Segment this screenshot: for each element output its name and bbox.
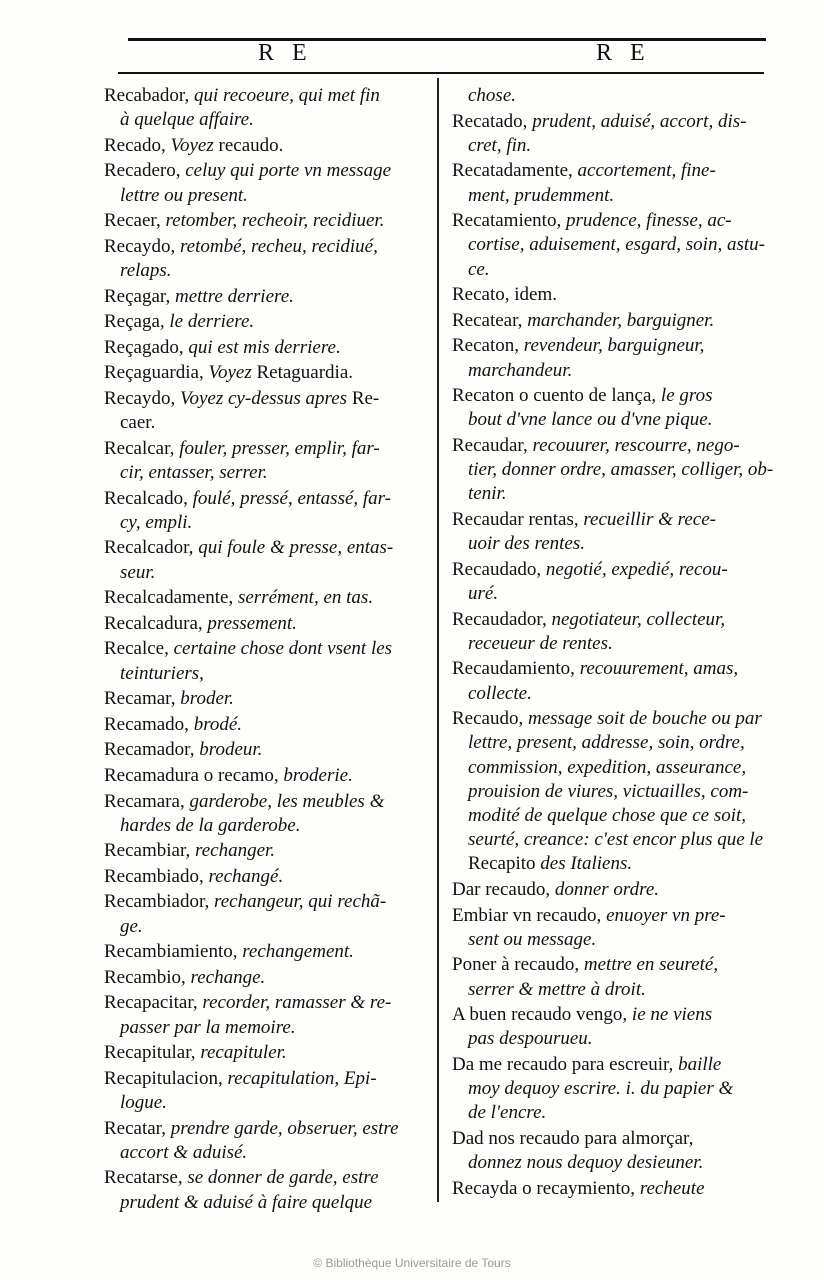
entry-first-line bbox=[104, 991, 430, 1015]
definition-text: lettre ou present. bbox=[120, 184, 248, 206]
entry-continuation-line bbox=[104, 411, 430, 435]
definition-text: seur. bbox=[120, 561, 156, 583]
entry-continuation-line bbox=[452, 184, 772, 208]
definition-text: Voyez cy-dessus apres bbox=[179, 387, 352, 409]
definition-text: serrer & mettre à droit. bbox=[468, 978, 646, 1000]
dictionary-entry bbox=[104, 159, 430, 207]
dictionary-entry bbox=[452, 334, 772, 382]
entry-continuation-line bbox=[452, 852, 772, 876]
dictionary-entry bbox=[452, 84, 772, 108]
definition-text: ce. bbox=[468, 258, 490, 280]
dictionary-entry bbox=[104, 134, 430, 158]
definition-text: rechangeur, qui rechã- bbox=[214, 891, 387, 913]
definition-text: recorder, ramasser & re- bbox=[202, 992, 392, 1014]
entry-first-line bbox=[104, 285, 430, 309]
headword-text: Recamara, bbox=[104, 790, 190, 812]
definition-text: rechange. bbox=[190, 966, 266, 988]
dictionary-entry bbox=[104, 387, 430, 435]
dictionary-entry bbox=[104, 764, 430, 788]
headword-text: Reçagado, bbox=[104, 336, 189, 358]
entry-first-line bbox=[104, 586, 430, 610]
entry-first-line bbox=[104, 487, 430, 511]
dictionary-entry bbox=[104, 235, 430, 283]
dictionary-entry bbox=[104, 437, 430, 485]
headword-text: Recalcador, bbox=[104, 537, 199, 559]
definition-text: rechanger. bbox=[195, 840, 276, 862]
dictionary-entry bbox=[452, 904, 772, 952]
headword-text: Recapacitar, bbox=[104, 992, 203, 1014]
headword-text: Recayda o recaymiento, bbox=[452, 1177, 640, 1199]
entry-continuation-line bbox=[452, 1027, 772, 1051]
definition-text: hardes de la garderobe. bbox=[120, 814, 301, 836]
definition-text: commission, expedition, asseurance, bbox=[468, 756, 747, 778]
definition-text: prudent & aduisé à faire quelque bbox=[120, 1191, 373, 1213]
definition-text: Voyez bbox=[170, 134, 219, 156]
entry-continuation-line bbox=[452, 359, 772, 383]
headword-text: Re- bbox=[351, 387, 380, 409]
entry-first-line bbox=[104, 790, 430, 814]
definition-text: mettre derriere. bbox=[174, 285, 294, 307]
definition-text: des Italiens. bbox=[540, 853, 633, 875]
entry-first-line bbox=[452, 334, 772, 358]
entry-continuation-line bbox=[104, 461, 430, 485]
dictionary-entry bbox=[104, 637, 430, 685]
dictionary-entry bbox=[104, 84, 430, 132]
dictionary-entry bbox=[104, 1166, 430, 1214]
dictionary-entry bbox=[452, 283, 772, 307]
right-column bbox=[452, 84, 772, 1202]
definition-text: lettre, present, addresse, soin, ordre, bbox=[468, 732, 745, 754]
headword-text: Recalcado, bbox=[104, 487, 193, 509]
dictionary-entry bbox=[104, 1117, 430, 1165]
entry-first-line bbox=[104, 890, 430, 914]
dictionary-entry bbox=[104, 738, 430, 762]
headword-text: Recaudamiento, bbox=[452, 658, 580, 680]
definition-text: se donner de garde, estre bbox=[187, 1167, 379, 1189]
entry-first-line bbox=[452, 1053, 772, 1077]
entry-first-line bbox=[452, 707, 772, 731]
entry-continuation-line bbox=[452, 632, 772, 656]
entry-first-line bbox=[104, 1067, 430, 1091]
dictionary-entry bbox=[104, 310, 430, 334]
headword-text: Recaydo, bbox=[104, 387, 180, 409]
dictionary-entry bbox=[104, 336, 430, 360]
entry-first-line bbox=[104, 612, 430, 636]
dictionary-entry bbox=[104, 285, 430, 309]
definition-text: recheute bbox=[639, 1177, 705, 1199]
definition-text: sent ou message. bbox=[468, 928, 597, 950]
definition-text: le derriere. bbox=[169, 311, 255, 333]
headword-text: Da me recaudo para escreuir, bbox=[452, 1053, 679, 1075]
headword-text: Recaton, bbox=[452, 335, 524, 357]
entry-first-line bbox=[452, 904, 772, 928]
entry-first-line bbox=[452, 508, 772, 532]
running-head-right: R E bbox=[596, 40, 651, 66]
definition-text: bout d'vne lance ou d'vne pique. bbox=[468, 409, 713, 431]
headword-text: Retaguardia. bbox=[256, 362, 354, 384]
definition-text: pas despourueu. bbox=[468, 1028, 593, 1050]
headword-text: Recamar, bbox=[104, 688, 181, 710]
definition-text: tenir. bbox=[468, 483, 507, 505]
headword-text: Recaydo, bbox=[104, 235, 180, 257]
dictionary-entry bbox=[452, 508, 772, 556]
headword-text: Recaton o cuento de lança, bbox=[452, 385, 661, 407]
entry-first-line bbox=[452, 608, 772, 632]
definition-text: logue. bbox=[120, 1092, 167, 1114]
entry-continuation-line bbox=[104, 259, 430, 283]
headword-text: Recambiar, bbox=[104, 840, 196, 862]
dictionary-entry bbox=[104, 209, 430, 233]
dictionary-entry bbox=[104, 890, 430, 938]
headword-text: Recalcadamente, bbox=[104, 587, 238, 609]
definition-text: brodeur. bbox=[199, 739, 263, 761]
definition-text: garderobe, les meubles & bbox=[189, 790, 385, 812]
entry-first-line bbox=[104, 1166, 430, 1190]
dictionary-entry bbox=[104, 487, 430, 535]
dictionary-entry bbox=[452, 1127, 772, 1175]
dictionary-entry bbox=[104, 536, 430, 584]
dictionary-entry bbox=[452, 878, 772, 902]
definition-text: baille bbox=[678, 1053, 722, 1075]
definition-text: enuoyer vn pre- bbox=[606, 904, 726, 926]
dictionary-entry bbox=[104, 1041, 430, 1065]
definition-text: Voyez bbox=[208, 362, 257, 384]
entry-first-line bbox=[452, 209, 772, 233]
definition-text: tier, donner ordre, amasser, colliger, ob- bbox=[468, 459, 774, 481]
headword-text: Reçaguardia, bbox=[104, 362, 209, 384]
definition-text: recouurement, amas, bbox=[579, 658, 739, 680]
definition-text: chose. bbox=[468, 85, 517, 106]
definition-text: teinturiers, bbox=[120, 662, 204, 684]
headword-text: Recambiamiento, bbox=[104, 941, 243, 963]
entry-first-line bbox=[104, 235, 430, 259]
entry-first-line bbox=[104, 738, 430, 762]
dictionary-entry bbox=[104, 865, 430, 889]
entry-first-line bbox=[452, 159, 772, 183]
definition-text: cir, entasser, serrer. bbox=[120, 461, 268, 483]
entry-first-line bbox=[104, 84, 430, 108]
headword-text: Recapitular, bbox=[104, 1042, 201, 1064]
dictionary-entry bbox=[452, 110, 772, 158]
headword-text: Recaudador, bbox=[452, 608, 552, 630]
dictionary-entry bbox=[452, 434, 772, 507]
dictionary-entry bbox=[104, 839, 430, 863]
definition-text: cret, fin. bbox=[468, 134, 532, 156]
dictionary-entry bbox=[104, 940, 430, 964]
entry-continuation-line bbox=[104, 561, 430, 585]
entry-continuation-line bbox=[452, 1151, 772, 1175]
definition-text: negotiateur, collecteur, bbox=[551, 608, 726, 630]
entry-first-line bbox=[104, 437, 430, 461]
definition-text: prudent, aduisé, accort, dis- bbox=[532, 110, 747, 132]
headword-text: Reçaga, bbox=[104, 311, 170, 333]
dictionary-entry bbox=[452, 1003, 772, 1051]
entry-continuation-line bbox=[452, 258, 772, 282]
entry-continuation-line bbox=[452, 84, 772, 108]
entry-first-line bbox=[104, 209, 430, 233]
definition-text: de l'encre. bbox=[468, 1102, 547, 1124]
entry-first-line bbox=[104, 713, 430, 737]
entry-first-line bbox=[452, 657, 772, 681]
definition-text: celuy qui porte vn message bbox=[185, 160, 392, 182]
dictionary-entry bbox=[452, 953, 772, 1001]
entry-continuation-line bbox=[104, 662, 430, 686]
dictionary-entry bbox=[104, 687, 430, 711]
dictionary-entry bbox=[104, 966, 430, 990]
headword-text: Recaudo, bbox=[452, 708, 528, 730]
definition-text: collecte. bbox=[468, 682, 532, 704]
headword-text: Recabador, bbox=[104, 85, 194, 106]
headword-text: Recaudado, bbox=[452, 558, 546, 580]
headword-text: Recamador, bbox=[104, 739, 200, 761]
headword-text: Recatadamente, bbox=[452, 160, 578, 182]
headword-text: Reçagar, bbox=[104, 285, 175, 307]
definition-text: revendeur, barguigneur, bbox=[523, 335, 705, 357]
definition-text: recueillir & rece- bbox=[583, 508, 716, 530]
definition-text: receueur de rentes. bbox=[468, 632, 613, 654]
headword-text: Recato, idem. bbox=[452, 284, 557, 306]
entry-first-line bbox=[104, 865, 430, 889]
dictionary-entry bbox=[452, 608, 772, 656]
dictionary-entry bbox=[452, 1053, 772, 1126]
definition-text: donnez nous dequoy desieuner. bbox=[468, 1152, 704, 1174]
dictionary-entry bbox=[104, 713, 430, 737]
entry-first-line bbox=[104, 764, 430, 788]
definition-text: relaps. bbox=[120, 259, 172, 281]
definition-text: ie ne viens bbox=[631, 1004, 713, 1026]
entry-continuation-line bbox=[452, 458, 772, 482]
definition-text: qui est mis derriere. bbox=[188, 336, 341, 358]
entry-first-line bbox=[104, 637, 430, 661]
entry-first-line bbox=[452, 953, 772, 977]
running-head-left: R E bbox=[258, 40, 313, 66]
definition-text: à quelque affaire. bbox=[120, 109, 254, 131]
entry-continuation-line bbox=[452, 134, 772, 158]
dictionary-entry bbox=[452, 159, 772, 207]
headword-text: Recaudar, bbox=[452, 434, 533, 456]
definition-text: ment, prudemment. bbox=[468, 184, 615, 206]
headword-text: Recaudar rentas, bbox=[452, 508, 584, 530]
entry-first-line bbox=[452, 878, 772, 902]
definition-text: cortise, aduisement, esgard, soin, astu- bbox=[468, 234, 765, 256]
definition-text: broder. bbox=[180, 688, 234, 710]
definition-text: retombé, recheu, recidiué, bbox=[179, 235, 378, 257]
headword-text: Recado, bbox=[104, 134, 171, 156]
header-rule-bottom bbox=[118, 72, 764, 74]
definition-text: broderie. bbox=[283, 764, 353, 786]
definition-text: qui recoeure, qui met fin bbox=[193, 85, 380, 106]
entry-first-line bbox=[104, 940, 430, 964]
definition-text: pressement. bbox=[207, 612, 297, 634]
definition-text: donner ordre. bbox=[554, 878, 659, 900]
headword-text: Recadero, bbox=[104, 160, 186, 182]
copyright-footer: © Bibliothèque Universitaire de Tours bbox=[313, 1256, 511, 1270]
headword-text: caer. bbox=[120, 412, 156, 434]
definition-text: i. du papier & bbox=[625, 1078, 734, 1100]
headword-text: Dar recaudo, bbox=[452, 878, 555, 900]
entry-continuation-line bbox=[452, 828, 772, 852]
headword-text: Recatear, bbox=[452, 309, 528, 331]
entry-continuation-line bbox=[452, 532, 772, 556]
entry-first-line bbox=[104, 336, 430, 360]
definition-text: accortement, fine- bbox=[577, 160, 716, 182]
definition-text: retomber, recheoir, recidiuer. bbox=[165, 210, 385, 232]
dictionary-entry bbox=[104, 361, 430, 385]
headword-text: recaudo. bbox=[218, 134, 284, 156]
definition-text: rechangement. bbox=[242, 941, 354, 963]
entry-first-line bbox=[104, 536, 430, 560]
dictionary-entry bbox=[452, 309, 772, 333]
entry-first-line bbox=[452, 384, 772, 408]
entry-first-line bbox=[104, 1117, 430, 1141]
definition-text: marchandeur. bbox=[468, 359, 573, 381]
entry-continuation-line bbox=[452, 408, 772, 432]
definition-text: serrément, en tas. bbox=[237, 587, 374, 609]
definition-text: marchander, barguigner. bbox=[527, 309, 715, 331]
definition-text: foulé, pressé, entassé, far- bbox=[192, 487, 392, 509]
headword-text: Recatado, bbox=[452, 110, 533, 132]
entry-continuation-line bbox=[452, 731, 772, 755]
definition-text: rechangé. bbox=[208, 865, 284, 887]
headword-text: Recamadura o recamo, bbox=[104, 764, 284, 786]
header-rule-top bbox=[128, 38, 766, 41]
dictionary-entry bbox=[104, 586, 430, 610]
headword-text: Recalce, bbox=[104, 638, 174, 660]
entry-continuation-line bbox=[452, 233, 772, 257]
headword-text: Recatar, bbox=[104, 1117, 171, 1139]
dictionary-entry bbox=[104, 1067, 430, 1115]
headword-text: Dad nos recaudo para almorçar, bbox=[452, 1127, 694, 1149]
headword-text: Recatamiento, bbox=[452, 210, 566, 232]
entry-continuation-line bbox=[452, 1077, 772, 1101]
entry-continuation-line bbox=[452, 482, 772, 506]
entry-first-line bbox=[104, 1041, 430, 1065]
headword-text: Recatarse, bbox=[104, 1167, 188, 1189]
entry-first-line bbox=[452, 309, 772, 333]
entry-first-line bbox=[104, 134, 430, 158]
entry-first-line bbox=[104, 361, 430, 385]
entry-first-line bbox=[104, 159, 430, 183]
definition-text: prendre garde, obseruer, estre bbox=[170, 1117, 399, 1139]
definition-text: ge. bbox=[120, 915, 143, 937]
dictionary-entry bbox=[452, 657, 772, 705]
entry-continuation-line bbox=[452, 756, 772, 780]
dictionary-entry bbox=[452, 558, 772, 606]
entry-first-line bbox=[452, 110, 772, 134]
headword-text: Recapitulacion, bbox=[104, 1067, 228, 1089]
column-divider bbox=[437, 78, 439, 1202]
definition-text: brodé. bbox=[193, 713, 243, 735]
headword-text: Poner à recaudo, bbox=[452, 954, 584, 976]
entry-continuation-line bbox=[104, 1016, 430, 1040]
entry-continuation-line bbox=[104, 108, 430, 132]
definition-text: passer par la memoire. bbox=[120, 1016, 296, 1038]
definition-text: moy dequoy escrire. bbox=[468, 1078, 626, 1100]
entry-continuation-line bbox=[452, 682, 772, 706]
definition-text: message soit de bouche ou par bbox=[527, 708, 762, 730]
definition-text: uoir des rentes. bbox=[468, 533, 585, 555]
entry-continuation-line bbox=[452, 978, 772, 1002]
entry-first-line bbox=[104, 687, 430, 711]
entry-first-line bbox=[104, 966, 430, 990]
headword-text: Embiar vn recaudo, bbox=[452, 904, 607, 926]
dictionary-entry bbox=[452, 384, 772, 432]
headword-text: Recamado, bbox=[104, 713, 194, 735]
definition-text: recouurer, rescourre, nego- bbox=[532, 434, 740, 456]
dictionary-entry bbox=[452, 209, 772, 282]
entry-first-line bbox=[104, 387, 430, 411]
entry-continuation-line bbox=[104, 915, 430, 939]
definition-text: fouler, presser, emplir, far- bbox=[179, 437, 380, 459]
headword-text: A buen recaudo vengo, bbox=[452, 1004, 632, 1026]
entry-continuation-line bbox=[452, 582, 772, 606]
entry-first-line bbox=[452, 283, 772, 307]
entry-first-line bbox=[452, 1177, 772, 1201]
definition-text: seurté, creance: c'est encor plus que le bbox=[468, 829, 764, 851]
entry-continuation-line bbox=[104, 1141, 430, 1165]
entry-continuation-line bbox=[104, 814, 430, 838]
definition-text: qui foule & presse, entas- bbox=[198, 537, 394, 559]
definition-text: prouision de viures, victuailles, com- bbox=[468, 780, 749, 802]
definition-text: certaine chose dont vsent les bbox=[173, 638, 393, 660]
definition-text: le gros bbox=[660, 385, 713, 407]
dictionary-entry bbox=[104, 612, 430, 636]
entry-first-line bbox=[104, 839, 430, 863]
entry-continuation-line bbox=[452, 780, 772, 804]
definition-text: prudence, finesse, ac- bbox=[565, 210, 732, 232]
headword-text: Recambiador, bbox=[104, 891, 215, 913]
entry-first-line bbox=[104, 310, 430, 334]
dictionary-entry bbox=[452, 1177, 772, 1201]
definition-text: uré. bbox=[468, 582, 499, 604]
headword-text: Recambiado, bbox=[104, 865, 209, 887]
entry-continuation-line bbox=[104, 1091, 430, 1115]
dictionary-entry bbox=[104, 991, 430, 1039]
entry-continuation-line bbox=[452, 804, 772, 828]
headword-text: Recalcadura, bbox=[104, 612, 208, 634]
entry-continuation-line bbox=[452, 1101, 772, 1125]
definition-text: mettre en seureté, bbox=[583, 954, 719, 976]
entry-continuation-line bbox=[104, 1191, 430, 1215]
dictionary-entry bbox=[452, 707, 772, 876]
entry-first-line bbox=[452, 1003, 772, 1027]
headword-text: Recalcar, bbox=[104, 437, 180, 459]
headword-text: Recapito bbox=[468, 853, 541, 875]
entry-first-line bbox=[452, 1127, 772, 1151]
entry-continuation-line bbox=[452, 928, 772, 952]
entry-continuation-line bbox=[104, 184, 430, 208]
definition-text: negotié, expedié, recou- bbox=[545, 558, 728, 580]
dictionary-entry bbox=[104, 790, 430, 838]
headword-text: Recaer, bbox=[104, 210, 166, 232]
definition-text: accort & aduisé. bbox=[120, 1141, 248, 1163]
entry-first-line bbox=[452, 558, 772, 582]
definition-text: cy, empli. bbox=[120, 511, 193, 533]
definition-text: recapituler. bbox=[200, 1042, 287, 1064]
headword-text: Recambio, bbox=[104, 966, 191, 988]
entry-first-line bbox=[452, 434, 772, 458]
definition-text: modité de quelque chose que ce soit, bbox=[468, 804, 747, 826]
definition-text: recapitulation, Epi- bbox=[227, 1067, 377, 1089]
entry-continuation-line bbox=[104, 511, 430, 535]
left-column bbox=[104, 84, 430, 1216]
